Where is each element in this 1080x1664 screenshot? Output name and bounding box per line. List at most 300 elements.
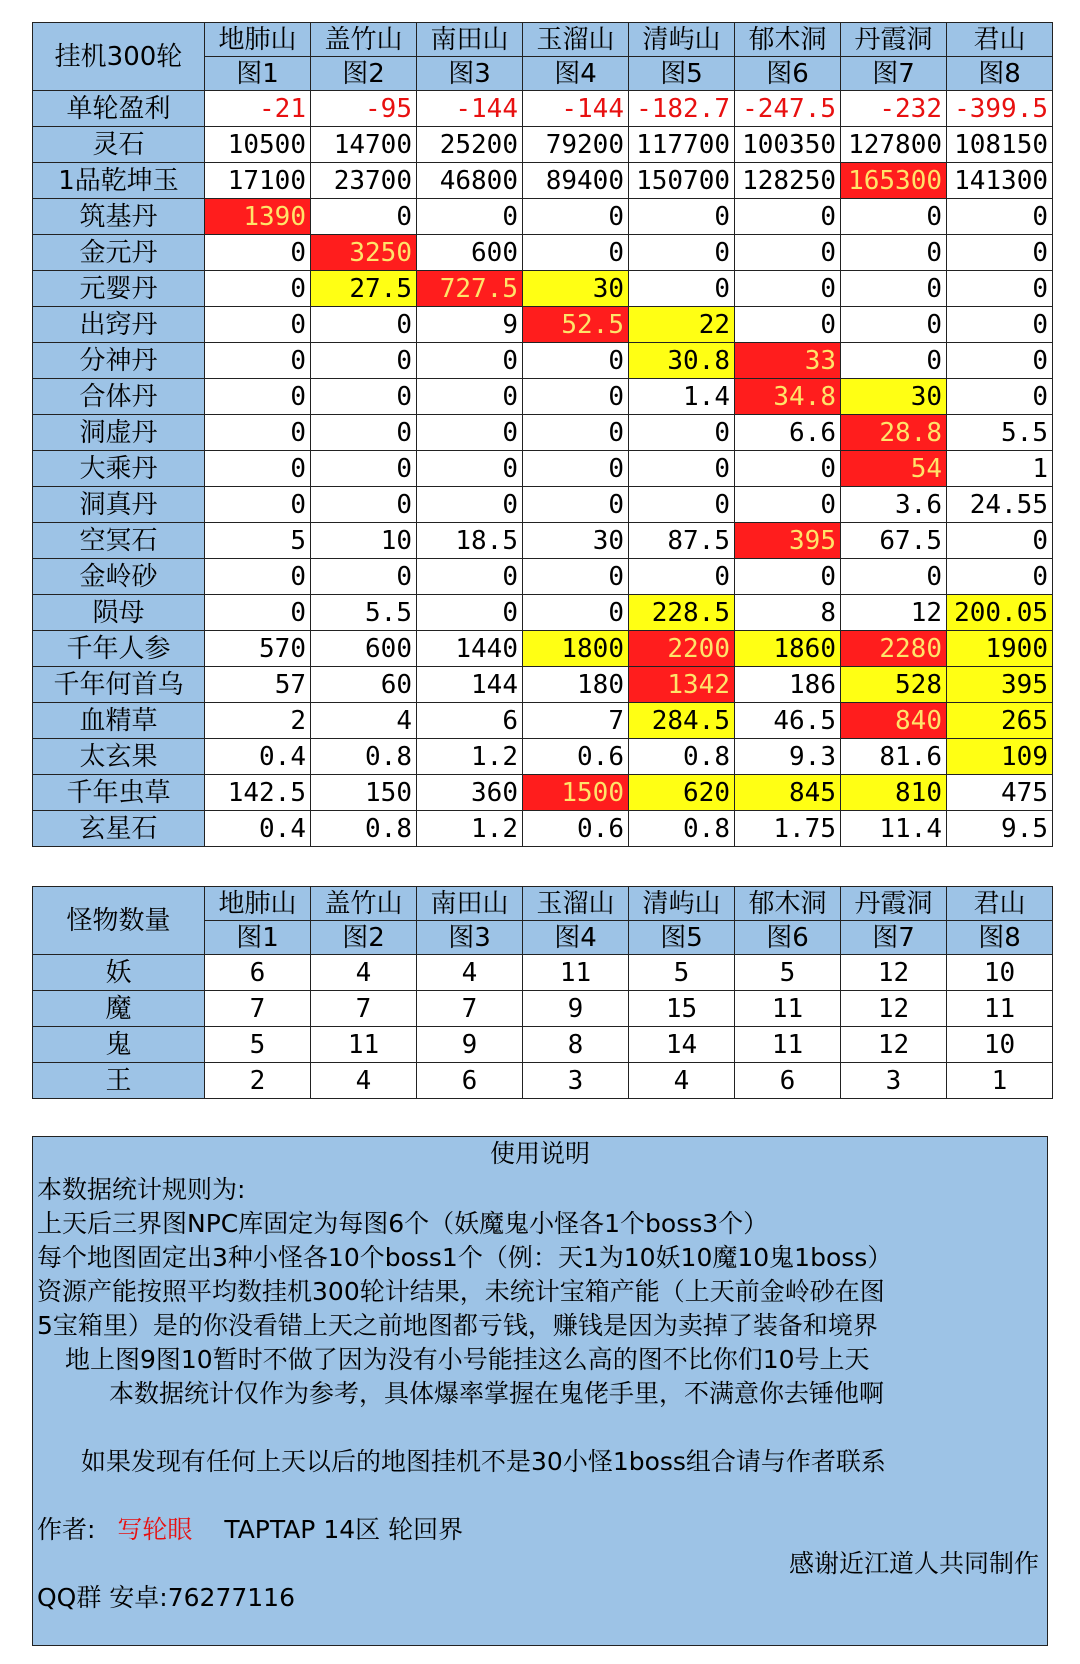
table-cell: 3250 [311, 235, 417, 271]
table-cell: 30.8 [629, 343, 735, 379]
notes-title: 使用说明 [489, 1139, 590, 1168]
table-cell: 7 [205, 991, 311, 1027]
table-row [33, 235, 1053, 271]
column-header-map: 盖竹山 [311, 887, 417, 921]
column-header-map-id: 图2 [311, 57, 417, 91]
row-label: 出窍丹 [33, 307, 205, 343]
column-header-map: 君山 [947, 887, 1053, 921]
table-cell: 200.05 [947, 595, 1053, 631]
row-label: 灵石 [33, 127, 205, 163]
table-cell: 0 [523, 487, 629, 523]
table-cell: 1.2 [417, 811, 523, 847]
table-cell: 0 [523, 595, 629, 631]
column-header-map: 郁木洞 [735, 23, 841, 57]
usage-notes-panel [32, 1136, 1048, 1646]
row-label: 合体丹 [33, 379, 205, 415]
table-cell: 11 [947, 991, 1053, 1027]
table-cell: 165300 [841, 163, 947, 199]
column-header-map: 地肺山 [205, 887, 311, 921]
table-cell: 0 [311, 379, 417, 415]
table-cell: 4 [311, 1063, 417, 1099]
table-cell: 0 [417, 343, 523, 379]
table-cell: 360 [417, 775, 523, 811]
table-cell: 57 [205, 667, 311, 703]
table-cell: 0 [735, 559, 841, 595]
author-line [37, 1517, 463, 1542]
thanks-line: 感谢近江道人共同制作 [788, 1549, 1039, 1578]
table-cell: 0 [417, 595, 523, 631]
row-label: 1品乾坤玉 [33, 163, 205, 199]
table-cell: 0 [841, 271, 947, 307]
table-cell: 1440 [417, 631, 523, 667]
table-cell: 108150 [947, 127, 1053, 163]
table-cell: 0 [205, 235, 311, 271]
table-cell: -144 [523, 91, 629, 127]
table-cell: 2 [205, 1063, 311, 1099]
table-cell: 46.5 [735, 703, 841, 739]
column-header-map: 玉溜山 [523, 23, 629, 57]
table-cell: 1900 [947, 631, 1053, 667]
table-cell: 5 [629, 955, 735, 991]
table-cell: 67.5 [841, 523, 947, 559]
notes-line: 上天后三界图NPC库固定为每图6个（妖魔鬼小怪各1个boss3个） [37, 1209, 769, 1238]
table-row [33, 703, 1053, 739]
row-label: 陨母 [33, 595, 205, 631]
row-label: 王 [33, 1063, 205, 1099]
table-cell: 0.8 [311, 811, 417, 847]
column-header-map-id: 图1 [205, 57, 311, 91]
table-cell: 0 [629, 451, 735, 487]
table-cell: 7 [417, 991, 523, 1027]
notes-line: 本数据统计仅作为参考，具体爆率掌握在鬼佬手里，不满意你去锤他啊 [109, 1379, 885, 1408]
table-row [33, 379, 1053, 415]
column-header-map-id: 图4 [523, 921, 629, 955]
table-cell: 0 [311, 451, 417, 487]
table-cell: 4 [311, 955, 417, 991]
table-cell: 0 [417, 379, 523, 415]
table-cell: 6 [205, 955, 311, 991]
table-cell: 142.5 [205, 775, 311, 811]
table-cell: 620 [629, 775, 735, 811]
table-cell: 4 [311, 703, 417, 739]
table-row [33, 631, 1053, 667]
table-cell: 0 [311, 415, 417, 451]
table-cell: 528 [841, 667, 947, 703]
column-header-map-id: 图7 [841, 57, 947, 91]
table-row [33, 343, 1053, 379]
author-label: 作者: [37, 1515, 96, 1544]
table-cell: 1.2 [417, 739, 523, 775]
table-cell: 0 [417, 559, 523, 595]
table-cell: 8 [523, 1027, 629, 1063]
table-cell: 87.5 [629, 523, 735, 559]
table-cell: 10500 [205, 127, 311, 163]
table-cell: 0 [417, 415, 523, 451]
table-cell: 0 [523, 379, 629, 415]
table-cell: 30 [523, 523, 629, 559]
table-cell: 0 [417, 451, 523, 487]
table-cell: 10 [947, 955, 1053, 991]
table-row [33, 559, 1053, 595]
column-header-map-id: 图3 [417, 57, 523, 91]
table-cell: 0 [417, 199, 523, 235]
row-label: 玄星石 [33, 811, 205, 847]
table-cell: 186 [735, 667, 841, 703]
column-header-map: 玉溜山 [523, 887, 629, 921]
table-cell: 1860 [735, 631, 841, 667]
table-cell: 9.5 [947, 811, 1053, 847]
column-header-map: 地肺山 [205, 23, 311, 57]
table-cell: -399.5 [947, 91, 1053, 127]
table-cell: -247.5 [735, 91, 841, 127]
table-cell: 0 [523, 559, 629, 595]
row-label: 千年何首乌 [33, 667, 205, 703]
table-cell: 3 [523, 1063, 629, 1099]
table-cell: 11 [735, 1027, 841, 1063]
table-row [33, 1027, 1053, 1063]
table-cell: 52.5 [523, 307, 629, 343]
table-cell: 0.6 [523, 739, 629, 775]
notes-line: 5宝箱里）是的你没看错上天之前地图都亏钱，赚钱是因为卖掉了装备和境界 [37, 1311, 878, 1340]
table-cell: 17100 [205, 163, 311, 199]
row-label: 金元丹 [33, 235, 205, 271]
table-cell: 0 [205, 559, 311, 595]
table-cell: 1390 [205, 199, 311, 235]
table-row [33, 811, 1053, 847]
table-cell: 1 [947, 1063, 1053, 1099]
table-row [33, 991, 1053, 1027]
row-label: 血精草 [33, 703, 205, 739]
row-label: 元婴丹 [33, 271, 205, 307]
table-row [33, 667, 1053, 703]
table-cell: -182.7 [629, 91, 735, 127]
column-header-map-id: 图8 [947, 921, 1053, 955]
notes-line: 地上图9图10暂时不做了因为没有小号能挂这么高的图不比你们10号上天 [65, 1345, 870, 1374]
table-cell: 144 [417, 667, 523, 703]
table-cell: 0 [947, 271, 1053, 307]
table-row [33, 775, 1053, 811]
table-cell: 3 [841, 1063, 947, 1099]
table-cell: 34.8 [735, 379, 841, 415]
table-cell: 128250 [735, 163, 841, 199]
table-cell: 0 [629, 199, 735, 235]
row-label: 鬼 [33, 1027, 205, 1063]
table-cell: 14700 [311, 127, 417, 163]
table-cell: 2 [205, 703, 311, 739]
table-row [33, 91, 1053, 127]
notes-line: 本数据统计规则为: [37, 1175, 246, 1204]
table-cell: 127800 [841, 127, 947, 163]
table-cell: 4 [417, 955, 523, 991]
header-row-maps [33, 23, 1053, 57]
table-row [33, 595, 1053, 631]
table-cell: 0 [417, 487, 523, 523]
table-cell: 89400 [523, 163, 629, 199]
monster-count-table [32, 886, 1053, 1099]
author-info: TAPTAP 14区 轮回界 [224, 1515, 464, 1544]
table-cell: 6.6 [735, 415, 841, 451]
table-cell: 5.5 [311, 595, 417, 631]
table-cell: 0 [205, 487, 311, 523]
table-cell: 1500 [523, 775, 629, 811]
table-cell: 9.3 [735, 739, 841, 775]
table-cell: 1800 [523, 631, 629, 667]
table-cell: 0 [629, 415, 735, 451]
column-header-map-id: 图6 [735, 57, 841, 91]
table-cell: 0 [735, 271, 841, 307]
table-cell: 10 [947, 1027, 1053, 1063]
table-cell: 0 [523, 415, 629, 451]
table-row [33, 415, 1053, 451]
resource-table-body [33, 23, 1053, 847]
table-cell: 0 [735, 451, 841, 487]
table-cell: 18.5 [417, 523, 523, 559]
table-cell: 0 [629, 559, 735, 595]
table-cell: 0 [735, 307, 841, 343]
table-cell: 6 [735, 1063, 841, 1099]
table-cell: 0 [205, 271, 311, 307]
table-cell: 5 [205, 1027, 311, 1063]
row-label: 太玄果 [33, 739, 205, 775]
table-cell: 1.75 [735, 811, 841, 847]
table-cell: 5 [735, 955, 841, 991]
table-cell: 0 [841, 559, 947, 595]
table-cell: 0 [841, 343, 947, 379]
column-header-map-id: 图5 [629, 57, 735, 91]
table-cell: 0 [841, 307, 947, 343]
row-label: 大乘丹 [33, 451, 205, 487]
table-cell: 2200 [629, 631, 735, 667]
column-header-map: 南田山 [417, 887, 523, 921]
row-label: 魔 [33, 991, 205, 1027]
table-row [33, 271, 1053, 307]
column-header-map: 君山 [947, 23, 1053, 57]
table-cell: 600 [417, 235, 523, 271]
table-cell: 0 [947, 379, 1053, 415]
table-cell: 0 [205, 343, 311, 379]
table-cell: 8 [735, 595, 841, 631]
table-cell: 228.5 [629, 595, 735, 631]
table-cell: 9 [523, 991, 629, 1027]
table-cell: 0 [311, 487, 417, 523]
table-cell: 30 [523, 271, 629, 307]
table-cell: 11 [311, 1027, 417, 1063]
table-cell: 0 [735, 235, 841, 271]
table-cell: 7 [311, 991, 417, 1027]
column-header-map-id: 图7 [841, 921, 947, 955]
table-row [33, 955, 1053, 991]
table-cell: 0 [947, 523, 1053, 559]
table-cell: 0 [205, 595, 311, 631]
table-cell: 0.4 [205, 739, 311, 775]
table-cell: 12 [841, 955, 947, 991]
column-header-map-id: 图1 [205, 921, 311, 955]
column-header-map: 清屿山 [629, 23, 735, 57]
table-cell: 9 [417, 307, 523, 343]
notes-line: 资源产能按照平均数挂机300轮计结果，未统计宝箱产能（上天前金岭砂在图 [37, 1277, 885, 1306]
table-cell: 0.8 [311, 739, 417, 775]
table-cell: 810 [841, 775, 947, 811]
column-header-map-id: 图2 [311, 921, 417, 955]
row-label: 筑基丹 [33, 199, 205, 235]
notes-line: 每个地图固定出3种小怪各10个boss1个（例：天1为10妖10魔10鬼1boss） [37, 1243, 893, 1272]
table-cell: 395 [735, 523, 841, 559]
notes-line: 如果发现有任何上天以后的地图挂机不是30小怪1boss组合请与作者联系 [81, 1447, 886, 1476]
table-cell: 79200 [523, 127, 629, 163]
table-cell: -232 [841, 91, 947, 127]
table-cell: 150700 [629, 163, 735, 199]
table-cell: 0 [947, 235, 1053, 271]
row-label: 洞真丹 [33, 487, 205, 523]
table-row [33, 199, 1053, 235]
table-cell: 0 [947, 199, 1053, 235]
table-corner-label: 挂机300轮 [33, 23, 205, 91]
table-cell: 7 [523, 703, 629, 739]
table-cell: 24.55 [947, 487, 1053, 523]
table-cell: 840 [841, 703, 947, 739]
table-cell: -144 [417, 91, 523, 127]
table-cell: 33 [735, 343, 841, 379]
table-cell: 0 [841, 235, 947, 271]
row-label: 妖 [33, 955, 205, 991]
table-row [33, 307, 1053, 343]
table-cell: 5 [205, 523, 311, 559]
table-cell: 0 [523, 343, 629, 379]
table-cell: 0 [205, 307, 311, 343]
qq-group-line: QQ群 安卓:76277116 [37, 1583, 295, 1612]
table-cell: 11 [523, 955, 629, 991]
table-cell: 4 [629, 1063, 735, 1099]
table-row [33, 163, 1053, 199]
table-cell: 0 [523, 451, 629, 487]
table-cell: 25200 [417, 127, 523, 163]
table-cell: 5.5 [947, 415, 1053, 451]
table-corner-label: 怪物数量 [33, 887, 205, 955]
table-cell: 1342 [629, 667, 735, 703]
table-cell: 141300 [947, 163, 1053, 199]
table-cell: 100350 [735, 127, 841, 163]
table-cell: 0 [311, 559, 417, 595]
table-cell: 0 [523, 235, 629, 271]
table-cell: 117700 [629, 127, 735, 163]
table-cell: 0 [841, 199, 947, 235]
table-cell: 11 [735, 991, 841, 1027]
row-label: 单轮盈利 [33, 91, 205, 127]
table-cell: 0 [947, 343, 1053, 379]
table-cell: 15 [629, 991, 735, 1027]
table-row [33, 451, 1053, 487]
column-header-map: 清屿山 [629, 887, 735, 921]
table-cell: 10 [311, 523, 417, 559]
table-cell: 475 [947, 775, 1053, 811]
table-row [33, 487, 1053, 523]
table-cell: 81.6 [841, 739, 947, 775]
table-cell: 30 [841, 379, 947, 415]
table-cell: 11.4 [841, 811, 947, 847]
table-cell: 0 [947, 307, 1053, 343]
table-cell: 6 [417, 703, 523, 739]
row-label: 分神丹 [33, 343, 205, 379]
table-cell: 0 [735, 487, 841, 523]
table-cell: 9 [417, 1027, 523, 1063]
table-cell: 0 [311, 199, 417, 235]
table-cell: 54 [841, 451, 947, 487]
table-cell: 0 [205, 415, 311, 451]
table-cell: 845 [735, 775, 841, 811]
table-cell: 0.8 [629, 739, 735, 775]
row-label: 洞虚丹 [33, 415, 205, 451]
header-row-maps [33, 887, 1053, 921]
table-cell: 0 [205, 451, 311, 487]
table-cell: 12 [841, 1027, 947, 1063]
row-label: 空冥石 [33, 523, 205, 559]
table-cell: 150 [311, 775, 417, 811]
table-cell: 0.6 [523, 811, 629, 847]
table-cell: 284.5 [629, 703, 735, 739]
table-cell: 2280 [841, 631, 947, 667]
table-cell: 1 [947, 451, 1053, 487]
table-cell: 0 [735, 199, 841, 235]
table-cell: 600 [311, 631, 417, 667]
table-cell: 0.8 [629, 811, 735, 847]
monster-table-body [33, 887, 1053, 1099]
table-cell: 22 [629, 307, 735, 343]
table-cell: 0 [311, 307, 417, 343]
column-header-map: 丹霞洞 [841, 887, 947, 921]
column-header-map: 盖竹山 [311, 23, 417, 57]
table-cell: 46800 [417, 163, 523, 199]
author-name: 写轮眼 [117, 1515, 193, 1544]
table-row [33, 523, 1053, 559]
table-cell: 1.4 [629, 379, 735, 415]
table-cell: 0.4 [205, 811, 311, 847]
table-cell: 0 [629, 271, 735, 307]
table-cell: 0 [947, 559, 1053, 595]
column-header-map-id: 图5 [629, 921, 735, 955]
table-row [33, 1063, 1053, 1099]
resource-table [32, 22, 1053, 847]
table-cell: 28.8 [841, 415, 947, 451]
table-cell: 727.5 [417, 271, 523, 307]
table-cell: 0 [311, 343, 417, 379]
table-row [33, 739, 1053, 775]
row-label: 千年虫草 [33, 775, 205, 811]
column-header-map-id: 图8 [947, 57, 1053, 91]
table-cell: 60 [311, 667, 417, 703]
table-cell: 265 [947, 703, 1053, 739]
table-cell: 0 [523, 199, 629, 235]
column-header-map: 南田山 [417, 23, 523, 57]
table-cell: 6 [417, 1063, 523, 1099]
table-cell: 570 [205, 631, 311, 667]
column-header-map-id: 图4 [523, 57, 629, 91]
row-label: 金岭砂 [33, 559, 205, 595]
table-cell: 12 [841, 991, 947, 1027]
column-header-map-id: 图3 [417, 921, 523, 955]
table-cell: 27.5 [311, 271, 417, 307]
table-row [33, 127, 1053, 163]
column-header-map-id: 图6 [735, 921, 841, 955]
table-cell: -21 [205, 91, 311, 127]
table-cell: 180 [523, 667, 629, 703]
row-label: 千年人参 [33, 631, 205, 667]
column-header-map: 丹霞洞 [841, 23, 947, 57]
table-cell: 0 [629, 235, 735, 271]
table-cell: -95 [311, 91, 417, 127]
table-cell: 12 [841, 595, 947, 631]
table-cell: 0 [205, 379, 311, 415]
table-cell: 23700 [311, 163, 417, 199]
